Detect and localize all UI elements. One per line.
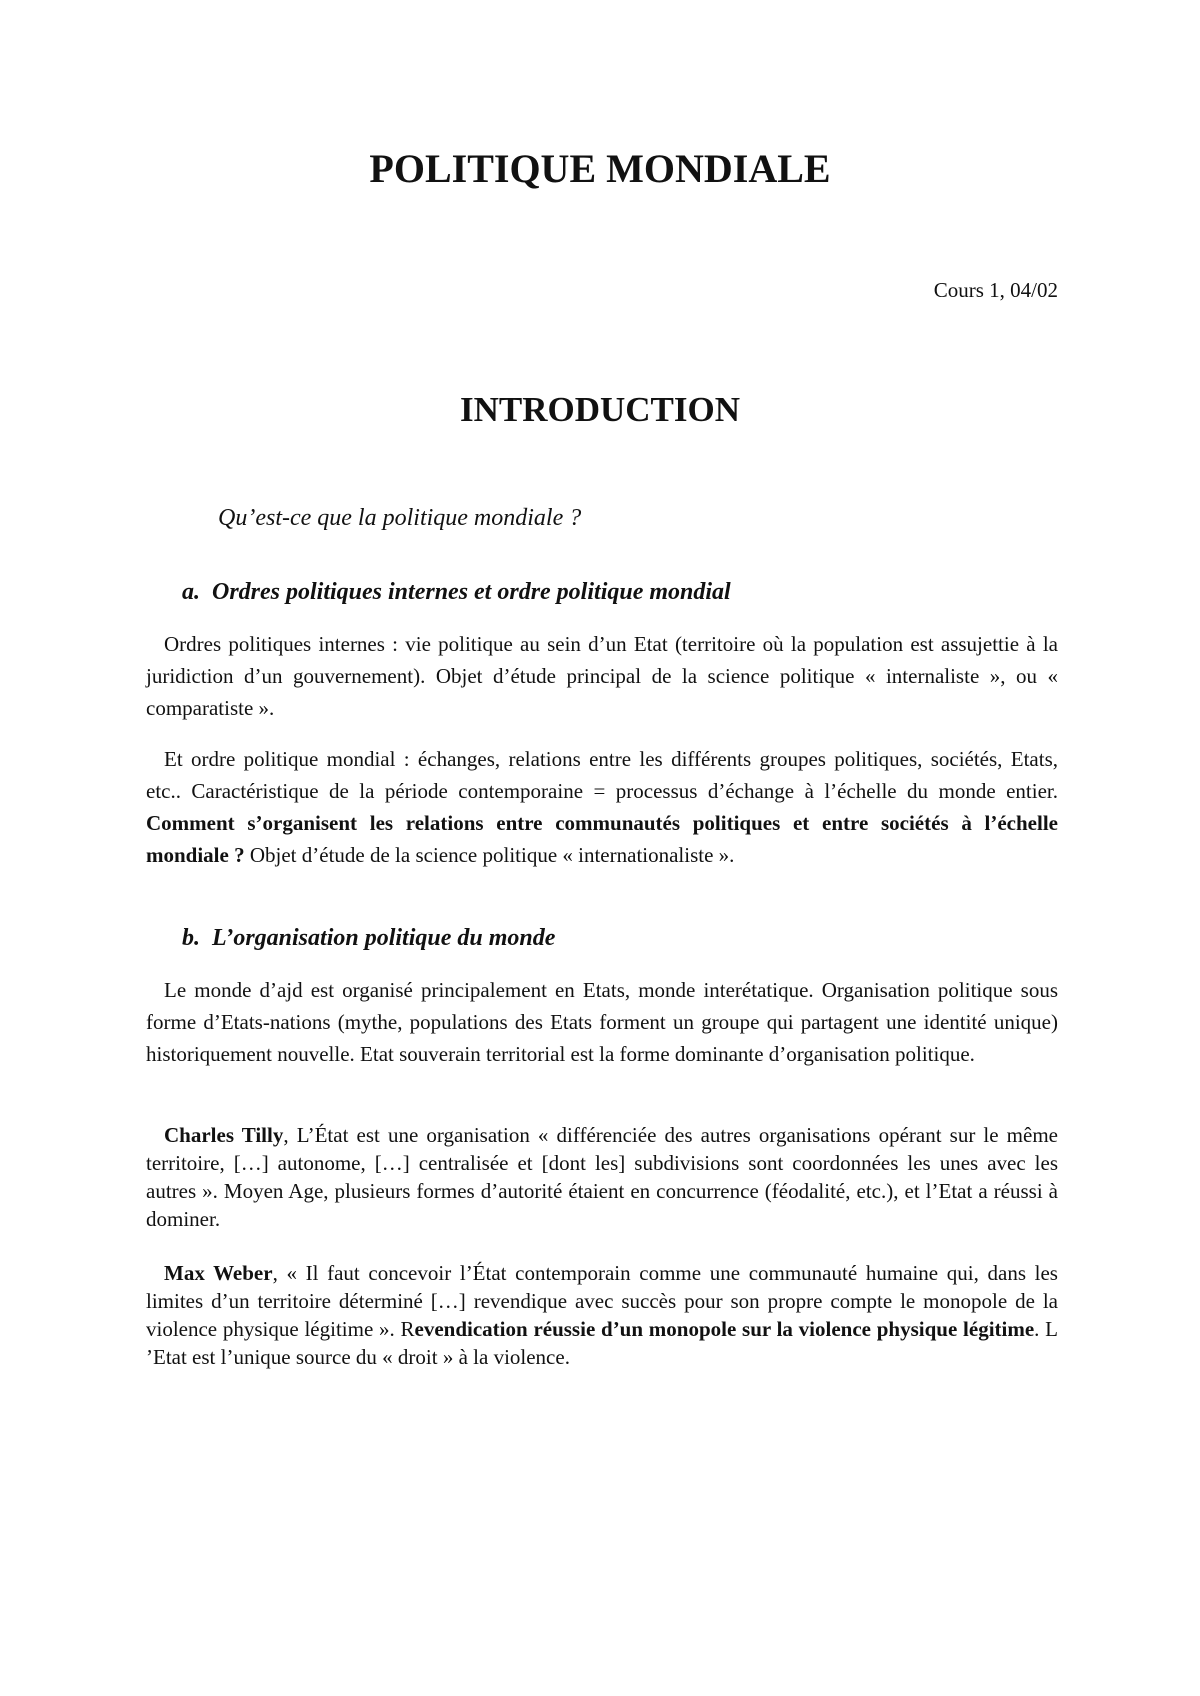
paragraph-weber-key-definition: evendication réussie d’un monopole sur la violence physique légitime xyxy=(414,1317,1035,1341)
paragraph-tilly-text: , L’État est une organisation « différenciée des autres organisations opérant sur le même territoire, […] autonome, […] centralisée et [dont les] subdivisions sont coordonnées les unes avec les autres ». Moyen Age, plusieurs formes d’autorité étaient en concurrence (féodalité, etc.), et l’Etat a réussi à dominer. xyxy=(146,1123,1058,1231)
paragraph-tilly-quote xyxy=(146,1121,1058,1233)
course-date-line: Cours 1, 04/02 xyxy=(933,278,1058,302)
paragraph-world-organisation xyxy=(146,974,1058,1070)
document-title: POLITIQUE MONDIALE xyxy=(369,146,831,191)
subsection-b-heading xyxy=(182,925,555,952)
paragraph-world-order-text-end: Objet d’étude de la science politique « internationaliste ». xyxy=(244,843,735,867)
subsection-a-title: Ordres politiques internes et ordre politique mondial xyxy=(212,579,731,605)
guiding-question: Qu’est-ce que la politique mondiale ? xyxy=(218,505,582,531)
subsection-a-heading xyxy=(182,579,731,606)
paragraph-weber-text-end: . L ’Etat est l’unique source du « droit » à la violence. xyxy=(146,1317,1058,1369)
subsection-b-title: L’organisation politique du monde xyxy=(212,925,556,951)
paragraph-weber-quote xyxy=(146,1259,1058,1371)
weber-indent xyxy=(146,1261,164,1285)
paragraph-internal-orders-text: Ordres politiques internes : vie politique au sein d’un Etat (territoire où la population est assujettie à la juridiction d’un gouvernement). Objet d’étude principal de la science politique « internaliste », ou « comparatiste ». xyxy=(146,632,1058,720)
author-charles-tilly: Charles Tilly xyxy=(164,1123,284,1147)
paragraph-world-organisation-text: Le monde d’ajd est organisé principalement en Etats, monde interétatique. Organisation politique sous forme d’Etats-nations (mythe, populations des Etats forment un groupe qui partagent une identité unique) historiquement nouvelle. Etat souverain territorial est la forme dominante d’organisation politique. xyxy=(146,978,1058,1066)
tilly-indent xyxy=(146,1123,164,1147)
subsection-a-marker: a. xyxy=(182,579,200,605)
author-max-weber: Max Weber xyxy=(164,1261,273,1285)
paragraph-internal-orders xyxy=(146,628,1058,724)
paragraph-weber-text: , « Il faut concevoir l’État contemporain comme une communauté humaine qui, dans les limites d’un territoire déterminé […] revendique avec succès pour son propre compte le monopole de la violence physique légitime ». R xyxy=(146,1261,1058,1341)
paragraph-world-order xyxy=(146,743,1058,871)
subsection-b-marker: b. xyxy=(182,925,200,951)
paragraph-world-order-key-question: Comment s’organisent les relations entre communautés politiques et entre sociétés à l’échelle mondiale ? xyxy=(146,811,1058,867)
paragraph-world-order-text: Et ordre politique mondial : échanges, relations entre les différents groupes politiques, sociétés, Etats, etc.. Caractéristique de la période contemporaine = processus d’échange à l’échelle du monde entier. xyxy=(146,747,1058,803)
section-title-introduction: INTRODUCTION xyxy=(459,390,741,429)
